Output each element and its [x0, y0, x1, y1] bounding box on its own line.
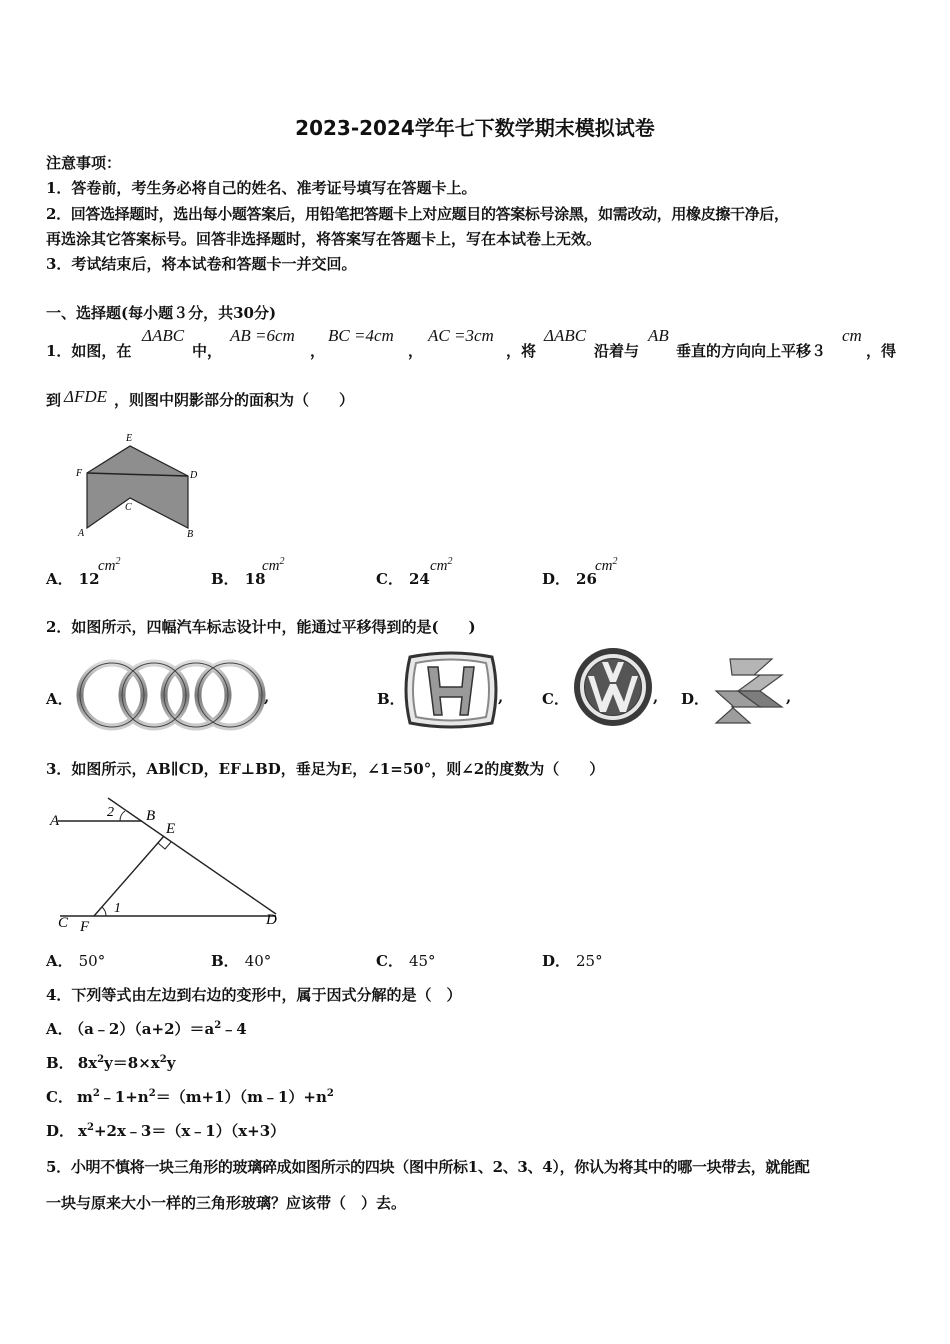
notice-line-2a: 2．回答选择题时，选出每小题答案后，用铅笔把答题卡上对应题目的答案标号涂黑，如需改动，用橡皮擦干净后， — [46, 205, 789, 223]
q3-text: 3．如图所示，AB∥CD，EF⊥BD，垂足为E，∠1=50°，则∠2的度数为（ ） — [46, 760, 605, 778]
q3-label-c: C — [58, 915, 69, 931]
q1-triangle-abc-2: ΔABC — [544, 326, 587, 345]
q4-option-d[interactable]: D． $x^2+2x﹣3=(x﹣1)(x+3)$ — [46, 1122, 286, 1140]
q1-line2-b: ，则图中阴影部分的面积为（ ） — [114, 391, 355, 409]
q2-option-c-comma: , — [653, 688, 659, 706]
q5-line-1: 5．小明不慎将一块三角形的玻璃碎成如图所示的四块（图中所标1、2、3、4），你认为将其中的哪一块带去，就能配 — [46, 1158, 810, 1176]
q3-label-f: F — [80, 919, 90, 935]
q1-label-b: B — [187, 529, 194, 540]
q3-option-a[interactable]: A． 50° — [46, 952, 106, 970]
q1-option-a-unit: $cm^2$ — [98, 556, 121, 574]
q2-option-a-comma: , — [264, 688, 270, 706]
q2-option-a[interactable]: A． — [46, 690, 73, 708]
q4-option-a[interactable]: A． $(a﹣2)(a+2)=a^2﹣4$ — [46, 1020, 247, 1038]
notice-line-3: 3．考试结束后，将本试卷和答题卡一并交回。 — [46, 255, 357, 273]
q1-ac-length: AC =3cm — [428, 326, 494, 345]
q1-label-d: D — [190, 470, 198, 481]
q5-line-2: 一块与原来大小一样的三角形玻璃？应该带（ ）去。 — [46, 1194, 407, 1212]
q1-option-c[interactable]: C． 24 — [376, 570, 430, 588]
q3-option-c[interactable]: C． 45° — [376, 952, 436, 970]
q1-option-d[interactable]: D． 26 — [542, 570, 597, 588]
notice-line-1: 1．答卷前，考生务必将自己的姓名、准考证号填写在答题卡上。 — [46, 179, 477, 197]
q1-text-2: 中， — [192, 342, 223, 360]
q1-option-a[interactable]: A． 12 — [46, 570, 100, 588]
q1-triangle-abc: ΔABC — [142, 326, 185, 345]
notice-heading: 注意事项： — [46, 154, 122, 172]
q3-option-b[interactable]: B． 40° — [211, 952, 272, 970]
q1-label-f: F — [76, 468, 83, 479]
q1-text-4: 沿着与 — [594, 342, 640, 360]
volkswagen-logo-icon — [572, 646, 654, 728]
q1-label-a: A — [78, 528, 85, 539]
q1-option-b[interactable]: B． 18 — [211, 570, 266, 588]
q1-comma-2: ， — [408, 342, 424, 360]
q1-text-5: 垂直的方向向上平移３ — [676, 342, 827, 360]
q1-label-e: E — [126, 433, 133, 444]
page-title: 2023-2024学年七下数学期末模拟试卷 — [295, 116, 655, 140]
q3-label-e: E — [166, 821, 176, 837]
q3-label-d: D — [266, 912, 277, 928]
q1-comma-1: ， — [310, 342, 326, 360]
q2-option-b[interactable]: B． — [377, 690, 405, 708]
q3-option-d[interactable]: D． 25° — [542, 952, 603, 970]
q4-text: 4．下列等式由左边到右边的变形中，属于因式分解的是（ ） — [46, 986, 462, 1004]
honda-logo-icon — [402, 651, 500, 729]
q1-option-d-unit: $cm^2$ — [595, 556, 618, 574]
notice-line-2b: 再选涂其它答案标号。回答非选择题时，将答案写在答题卡上，写在本试卷上无效。 — [46, 230, 602, 248]
q1-option-b-unit: $cm^2$ — [262, 556, 285, 574]
q3-label-1: 1 — [114, 901, 121, 916]
q1-option-c-unit: $cm^2$ — [430, 556, 453, 574]
q1-figure — [70, 428, 210, 543]
audi-rings-icon — [72, 655, 270, 735]
q3-figure — [40, 788, 300, 938]
q1-bc-length: BC =4cm — [328, 326, 394, 345]
q1-ab: AB — [648, 326, 669, 345]
q1-text-3: ，将 — [506, 342, 537, 360]
q4-option-b[interactable]: B． $8x^2y=8\times x^2y$ — [46, 1054, 176, 1072]
q1-ab-length: AB =6cm — [230, 326, 295, 345]
q2-option-c[interactable]: C． — [542, 690, 569, 708]
q2-text: 2．如图所示，四幅汽车标志设计中，能通过平移得到的是( ) — [46, 618, 476, 636]
q1-cm: cm — [842, 326, 862, 345]
q1-label-c: C — [125, 502, 132, 513]
q2-option-b-comma: , — [498, 688, 504, 706]
section-heading: 一、选择题(每小题３分，共30分) — [46, 304, 277, 322]
q1-text-1: 1．如图，在 — [46, 342, 132, 360]
q1-line2-a: 到 — [46, 391, 62, 409]
q3-label-2: 2 — [107, 805, 114, 820]
q1-triangle-fde: ΔFDE — [64, 387, 108, 406]
suzuki-logo-icon — [710, 655, 788, 727]
q1-text-6: ，得 — [866, 342, 897, 360]
q3-label-b: B — [146, 808, 156, 824]
q3-label-a: A — [50, 813, 60, 829]
q4-option-c[interactable]: C． $m^2﹣1+n^2=(m+1)(m﹣1)+n^2$ — [46, 1088, 334, 1106]
q2-option-d[interactable]: D． — [681, 690, 710, 708]
q2-option-d-comma: , — [786, 688, 792, 706]
